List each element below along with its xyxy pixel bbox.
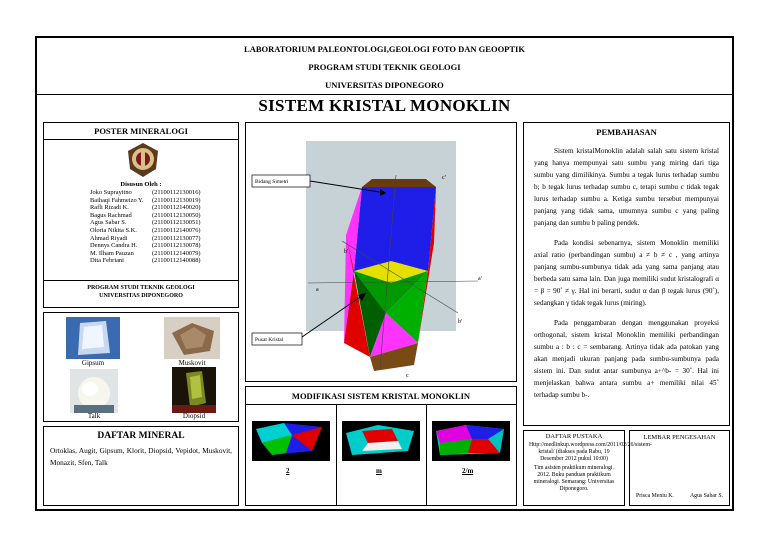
member-name: Ahmad Riyadi [90,234,128,242]
daftar-pustaka-box [523,430,652,506]
member-name: Joko Suprayitno [90,189,132,196]
talk-photo [70,369,118,413]
modifikasi-label-2: m [376,467,382,475]
modifikasi-crystal-2 [252,421,330,461]
pembahasan-box [523,122,730,426]
member-row [90,235,220,243]
member-name: Rafli Rizadi K. [90,204,129,212]
photos-box [43,312,239,422]
pembahasan-heading: PEMBAHASAN [596,127,657,137]
header-line-1: LABORATORIUM PALEONTOLOGI,GEOLOGI FOTO DAN GEOOPTIK [244,44,525,54]
monoclinic-crystal-diagram [246,123,516,381]
member-nim: (21100112140020) [152,204,201,212]
poster-footer-2: UNIVERSITAS DIPONEGORO [99,293,183,299]
member-name: Baihaqi Fahmeizo Y. [90,196,144,204]
member-nim: (21100112130078) [152,242,201,250]
pengesahan-sign-1: Prisca Meniu K. [636,493,674,499]
member-name: Dennys Candra H. [90,242,138,250]
header-line-3: UNIVERSITAS DIPONEGORO [325,80,444,90]
member-nim: (21100112130077) [152,234,201,242]
pengesahan-sign-2: Agus Sabar S. [689,493,723,499]
header [37,38,732,95]
pustaka-ref-1: Http://medlinkup.wordpress.com/2011/02/26/sistem-kristal/ (diakses pada Rabu, 19 Desember 2012 pukul 10:00) [529,442,652,462]
member-nim: (21100112130019) [152,196,201,204]
muskovit-photo [164,317,220,359]
member-nim: (21100112130016) [152,189,201,196]
diopsid-photo [172,367,216,413]
poster-frame [35,36,734,511]
member-nim: (21100112140076) [152,226,201,234]
modifikasi-label-1: 2 [286,467,290,475]
poster-footer-1: PROGRAM STUDI TEKNIK GEOLOGI [87,285,195,291]
pembahasan-paragraph-2: Pada kondisi sebenarnya, sistem Monoklin memiliki axial ratio (perbandingan sumbu) a ≠ b ≠ c , yang artinya panjang sumbu-sumbunya tidak ada yang sama panjang atau berbeda satu sama lain. Dan juga memiliki sudut kristalografi α = β = 90˚ ≠ γ. Hal ini berarti, sudut α dan β tegak lurus (90˚), sedangkan γ tidak tegak lurus (miring). [534,239,719,307]
axis-label-b: b' [344,249,349,255]
axis-label-c-prime: c' [442,175,446,181]
pustaka-ref-2: Tim asisten praktikum mineralogi. 2012. Buku panduan praktikum mineralogi. Semarang: Universitas Diponegoro. [533,465,615,492]
member-row [90,227,220,235]
member-name: M. Ilham Pauzan [90,249,134,257]
member-name: Oloria Nikita S.K. [90,226,137,234]
axis-label-a-prime: a' [478,276,482,282]
label-pusat-kristal: Pusat Kristal [255,337,284,343]
member-row [90,204,220,212]
member-name: Agus Sabar S. [90,219,127,227]
pembahasan-paragraph-3: Pada penggambaran dengan menggunakan proyeksi orthogonal, sistem kristal Monoklin memiliki perbandingan sumbu a : b : c = sembarang. Artinya tidak ada patokan yang akan menjadi ukuran panjang pada sumbu-sumbunya pada sistem ini. Dan sudut antar sumbunya a+^b- = 30˚. Hal ini menjelaskan bahwa antara sumbu a+ memiliki nilai 45˚ terhadap sumbu b-. [534,319,719,399]
modifikasi-crystal-m [342,421,420,461]
member-nim: (21100112130051) [152,219,201,227]
member-name: Dita Febriani [90,257,124,265]
university-logo [126,142,160,178]
diagram-box [245,122,517,382]
pustaka-heading: DAFTAR PUSTAKA [545,433,603,440]
gipsum-caption: Gipsum [81,359,105,367]
axis-label-c: c [406,373,409,379]
gipsum-photo [66,317,120,359]
member-row [90,219,220,227]
daftar-text: Ortoklas, Augit, Gipsum, Klorit, Diopsid, Vepidot, Muskovit, Monazit, Sfen, Talk [50,446,232,467]
muskovit-caption: Muskovit [178,359,206,367]
member-list [90,189,220,265]
modifikasi-crystal-2m [432,421,510,461]
header-line-2: PROGRAM STUDI TEKNIK GEOLOGI [308,62,461,72]
poster-heading: POSTER MINERALOGI [44,126,238,140]
modifikasi-label-3: 2/m [462,467,474,475]
daftar-heading: DAFTAR MINERAL [97,431,185,441]
member-row [90,189,220,197]
lembar-pengesahan-box [629,430,730,506]
member-row [90,242,220,250]
member-nim: (21100112140088) [152,257,201,265]
diopsid-caption: Diopsid [182,412,206,420]
member-name: Bagus Rachmad [90,211,132,219]
talk-caption: Talk [87,412,101,420]
member-row [90,197,220,205]
label-bidang-simetri: Bidang Simetri [255,179,289,185]
member-row [90,212,220,220]
axis-label-a: a [316,287,319,293]
page-title: SISTEM KRISTAL MONOKLIN [258,96,511,115]
pengesahan-heading: LEMBAR PENGESAHAN [643,434,716,441]
member-nim: (21100112140079) [152,249,201,257]
by-label: Disusun Oleh : [120,181,162,188]
member-nim: (21100112130050) [152,211,201,219]
modifikasi-heading: MODIFIKASI SISTEM KRISTAL MONOKLIN [246,391,516,405]
daftar-mineral-box [43,426,239,506]
modifikasi-box [245,386,517,506]
pembahasan-paragraph-1: Sistem kristalMonoklin adalah salah satu sistem kristal yang hanya mempunyai satu sumbu yang miring dari tiga sumbu yang dimilikinya. Sumbu a tegak lurus terhadap sumbu b; b tegak lurus terhadap sumbu c, tetapi sumbu c tidak tegak lurus terhadap sumbu a. Ketiga sumbu tersebut mempunyai panjang yang tidak sama, umumnya sumbu c yang paling panjang dan sumbu b paling pendek. [534,147,719,227]
axis-label-b-prime: b' [458,319,463,325]
poster-box [43,122,239,308]
member-row [90,250,220,258]
member-row [90,257,220,265]
